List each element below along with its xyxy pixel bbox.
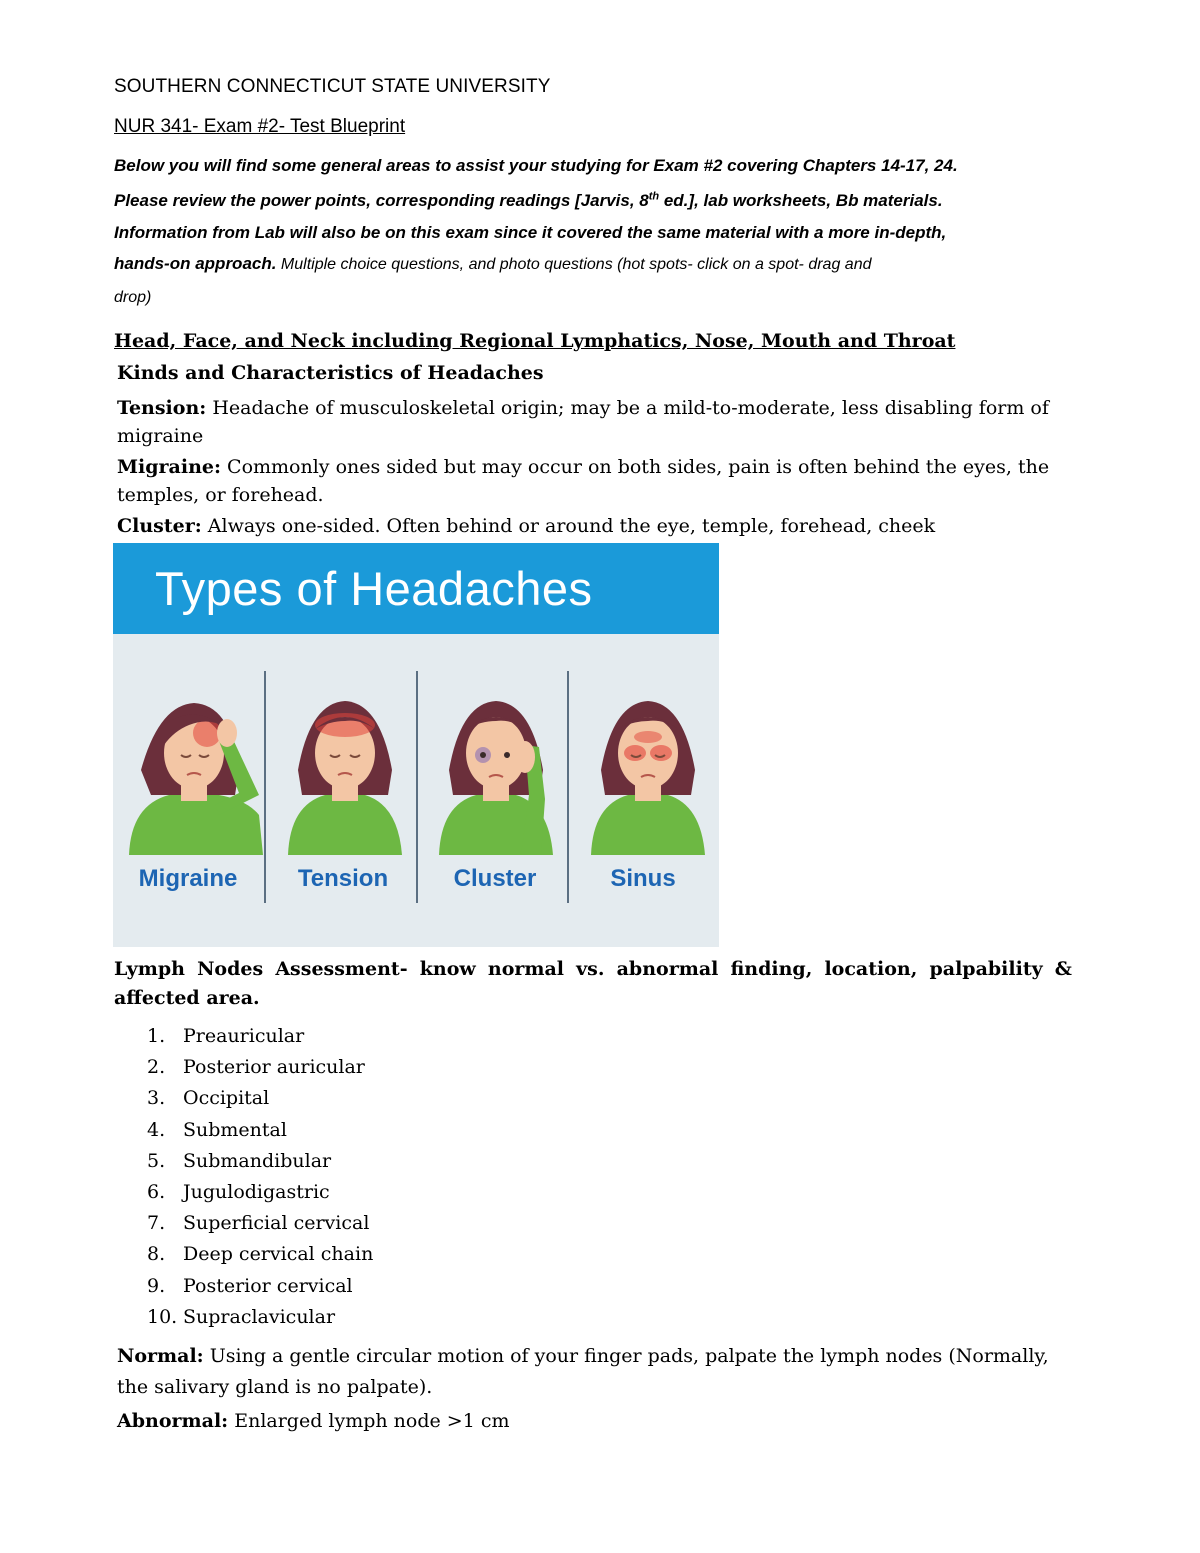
intro-line-2b: ed.], lab worksheets, Bb materials. bbox=[659, 191, 943, 211]
label-tension: Tension bbox=[297, 865, 389, 892]
list-item bbox=[147, 1177, 373, 1208]
list-item-number: 1. bbox=[147, 1025, 166, 1047]
list-item-number: 10. bbox=[147, 1305, 178, 1328]
headache-desc: Always one-sided. Often behind or around the eye, temple, forehead, cheek bbox=[201, 515, 936, 537]
list-item-number: 9. bbox=[147, 1274, 166, 1297]
list-item bbox=[147, 1115, 373, 1146]
section-heading: Head, Face, and Neck including Regional Lymphatics, Nose, Mouth and Throat bbox=[114, 330, 956, 352]
lymph-heading-word: Lymph bbox=[114, 958, 185, 980]
intro-superscript: th bbox=[648, 190, 660, 203]
headache-types-illustration bbox=[113, 543, 719, 947]
lymph-heading-word: know bbox=[419, 958, 476, 980]
lymph-heading-word: vs. bbox=[576, 958, 605, 980]
headache-desc: Commonly ones sided but may occur on both sides, pain is often behind the eyes, the temples, or forehead. bbox=[117, 456, 1050, 506]
abnormal-desc: Enlarged lymph node >1 cm bbox=[228, 1410, 510, 1432]
lymph-heading-word: Nodes bbox=[197, 958, 264, 980]
intro-line-5-italic: drop) bbox=[114, 288, 152, 306]
list-item bbox=[147, 1052, 373, 1083]
list-item-number: 3. bbox=[147, 1087, 166, 1110]
normal-finding bbox=[117, 1341, 1077, 1403]
subsection-heading: Kinds and Characteristics of Headaches bbox=[117, 362, 544, 384]
list-item-label: Superficial cervical bbox=[183, 1212, 370, 1235]
intro-paragraph bbox=[114, 150, 1074, 313]
headache-term: Cluster: bbox=[117, 515, 202, 537]
lymph-heading-word: finding, bbox=[730, 958, 813, 980]
list-item-number: 6. bbox=[147, 1181, 166, 1204]
lymph-heading-line-1 bbox=[114, 955, 1072, 984]
lymph-heading-word: & bbox=[1054, 958, 1072, 980]
list-item bbox=[147, 1239, 373, 1270]
list-item bbox=[147, 1302, 373, 1333]
intro-line-4-bold: hands-on approach. bbox=[114, 254, 277, 274]
headache-desc: Headache of musculoskeletal origin; may be a mild-to-moderate, less disabling form of migraine bbox=[117, 397, 1049, 447]
normal-term: Normal: bbox=[117, 1345, 204, 1367]
list-item bbox=[147, 1083, 373, 1114]
lymph-heading-word: Assessment- bbox=[275, 958, 408, 980]
list-item-number: 7. bbox=[147, 1212, 166, 1235]
list-item bbox=[147, 1208, 373, 1239]
intro-line-1: Below you will find some general areas to assist your studying for Exam #2 covering Chapters 14-17, 24. bbox=[114, 156, 958, 175]
list-item-number: 5. bbox=[147, 1149, 166, 1172]
lymph-heading bbox=[114, 955, 1074, 1013]
intro-line-4-italic: Multiple choice questions, and photo questions (hot spots- click on a spot- drag and bbox=[276, 256, 872, 274]
headache-term: Migraine: bbox=[117, 456, 221, 478]
list-item-label: Preauricular bbox=[183, 1025, 305, 1047]
list-item-number: 8. bbox=[147, 1243, 166, 1266]
tension-person-image bbox=[270, 675, 420, 855]
abnormal-finding bbox=[117, 1407, 1077, 1435]
headache-migraine bbox=[117, 453, 1077, 509]
label-cluster: Cluster bbox=[453, 865, 537, 892]
list-item-label: Posterior auricular bbox=[183, 1056, 365, 1079]
normal-desc: Using a gentle circular motion of your finger pads, palpate the lymph nodes (Normally, the salivary gland is no palpate). bbox=[117, 1345, 1049, 1398]
list-item-label: Submental bbox=[183, 1118, 287, 1141]
headache-cluster bbox=[117, 512, 1077, 540]
lymph-heading-word: abnormal bbox=[616, 958, 719, 980]
label-sinus: Sinus bbox=[610, 865, 676, 892]
headache-term: Tension: bbox=[117, 397, 207, 419]
list-item-label: Supraclavicular bbox=[183, 1305, 336, 1328]
lymph-heading-line-2: affected area. bbox=[114, 987, 260, 1009]
list-item bbox=[147, 1021, 373, 1052]
list-item bbox=[147, 1271, 373, 1302]
university-name: SOUTHERN CONNECTICUT STATE UNIVERSITY bbox=[114, 76, 551, 97]
course-title: NUR 341- Exam #2- Test Blueprint bbox=[114, 116, 406, 137]
list-item-label: Jugulodigastric bbox=[183, 1181, 330, 1204]
headache-tension bbox=[117, 394, 1077, 450]
lymph-heading-word: palpability bbox=[929, 958, 1043, 980]
lymph-heading-word: normal bbox=[487, 958, 565, 980]
list-item-label: Submandibular bbox=[183, 1149, 332, 1172]
label-migraine: Migraine bbox=[138, 865, 238, 892]
intro-line-2a: Please review the power points, corresponding readings [Jarvis, 8 bbox=[114, 191, 649, 211]
abnormal-term: Abnormal: bbox=[117, 1410, 229, 1432]
list-item-label: Deep cervical chain bbox=[183, 1243, 374, 1266]
migraine-person-image bbox=[119, 675, 269, 855]
list-item-label: Occipital bbox=[183, 1087, 270, 1110]
list-item-label: Posterior cervical bbox=[183, 1274, 353, 1297]
lymph-heading-word: location, bbox=[824, 958, 918, 980]
intro-line-3: Information from Lab will also be on this exam since it covered the same material with a more in-depth, bbox=[114, 222, 947, 242]
sinus-person-image bbox=[573, 675, 719, 855]
lymph-node-list bbox=[147, 1021, 373, 1333]
list-item-number: 4. bbox=[147, 1118, 166, 1141]
cluster-person-image bbox=[421, 675, 571, 855]
list-item-number: 2. bbox=[147, 1056, 166, 1079]
list-item bbox=[147, 1146, 373, 1177]
illustration-title: Types of Headaches bbox=[155, 562, 593, 615]
